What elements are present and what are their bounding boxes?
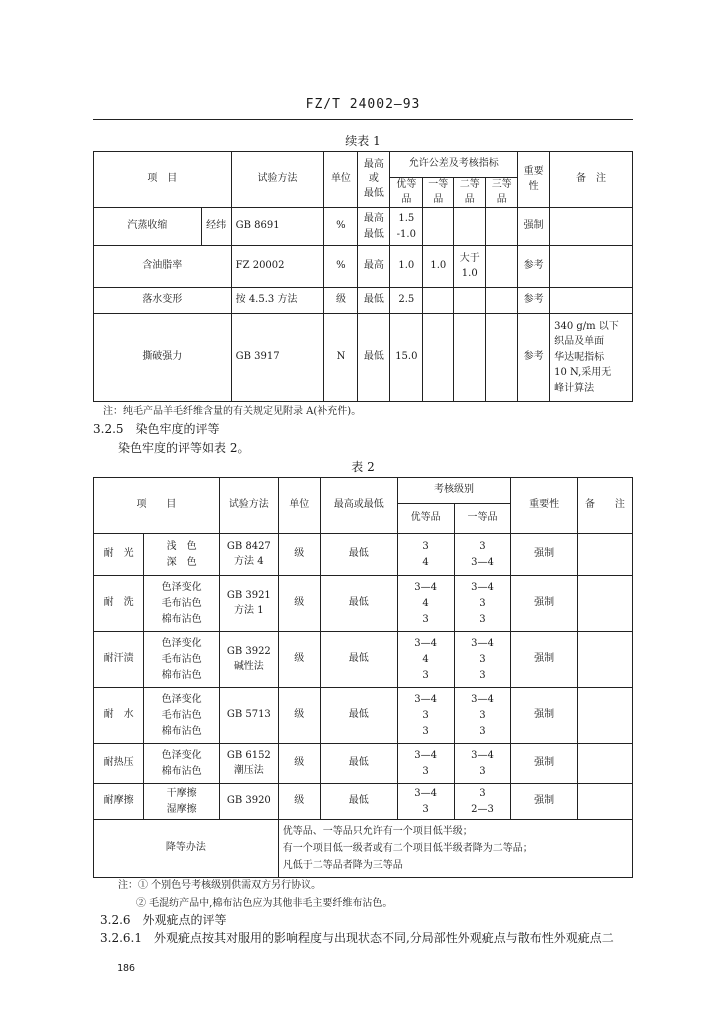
t1-row2-grade4 <box>486 246 518 288</box>
t2-row1-item: 耐 光 <box>94 534 144 576</box>
t2-row1-maxmin: 最低 <box>320 534 397 576</box>
t1-head-grade-4: 三等品 <box>486 178 518 208</box>
t2-head-item: 项 目 <box>94 478 220 534</box>
t1-row4-grade2 <box>423 314 454 402</box>
t2-row3-grade2: 3—4 3 3 <box>454 632 511 688</box>
t1-row1-importance: 强制 <box>518 208 550 246</box>
section-3-2-6-1-text: 3.2.6.1 外观疵点按其对服用的影响程度与出现状态不同,分局部性外观疵点与散布性外观疵点二 <box>100 931 614 945</box>
t1-row2-unit: % <box>324 246 358 288</box>
t2-row5-maxmin: 最低 <box>320 744 397 784</box>
t1-head-grade-1: 优等品 <box>390 178 423 208</box>
t1-row2-importance: 参考 <box>518 246 550 288</box>
t1-row4-item: 撕破强力 <box>94 314 232 402</box>
t2-row6-item: 耐摩擦 <box>94 784 144 820</box>
t2-row2-grade2: 3—4 3 3 <box>454 576 511 632</box>
t2-row5-importance: 强制 <box>511 744 577 784</box>
t2-row1-subs: 浅 色 深 色 <box>144 534 220 576</box>
t1-row4-maxmin: 最低 <box>358 314 390 402</box>
t2-head-remark: 备 注 <box>577 478 632 534</box>
table2-note-2: ② 毛混纺产品中,棉布沾色应为其他非毛主要纤维布沾色。 <box>136 898 393 909</box>
t2-row6-method: GB 3920 <box>219 784 278 820</box>
t1-row1-sub: 经纬 <box>201 208 231 246</box>
table1-note: 注：纯毛产品羊毛纤维含量的有关规定见附录 A(补充件)。 <box>103 406 362 417</box>
t2-row4-importance: 强制 <box>511 688 577 744</box>
t2-row5-method: GB 6152 潮压法 <box>219 744 278 784</box>
t1-row4-grade3 <box>454 314 486 402</box>
t2-row4-remark <box>577 688 632 744</box>
t2-head-grade-2: 一等品 <box>454 504 511 534</box>
t2-row6-grade2: 3 2—3 <box>454 784 511 820</box>
t2-row5-unit: 级 <box>278 744 320 784</box>
t2-row1-remark <box>577 534 632 576</box>
t2-row4-maxmin: 最低 <box>320 688 397 744</box>
t2-head-importance: 重要性 <box>511 478 577 534</box>
t1-head-method: 试验方法 <box>231 152 324 208</box>
t1-row1-grade3 <box>454 208 486 246</box>
t2-row3-method: GB 3922 碱性法 <box>219 632 278 688</box>
t2-row4-unit: 级 <box>278 688 320 744</box>
t2-downgrade-rules: 优等品、一等品只允许有一个项目低半级； 有一个项目低一级者或有二个项目低半级者降为二等品； 凡低于二等品者降为三等品 <box>278 820 632 878</box>
t1-row4-method: GB 3917 <box>231 314 324 402</box>
t1-head-remark: 备 注 <box>550 152 633 208</box>
t2-downgrade-label: 降等办法 <box>94 820 279 878</box>
table1-caption: 续表 1 <box>345 134 381 148</box>
t1-row1-maxmin: 最高 最低 <box>358 208 390 246</box>
t1-row2-item: 含油脂率 <box>94 246 232 288</box>
t2-row5-grade2: 3—4 3 <box>454 744 511 784</box>
t1-row1-remark <box>550 208 633 246</box>
t1-row1-grade1: 1.5 -1.0 <box>390 208 423 246</box>
t1-row1-method: GB 8691 <box>231 208 324 246</box>
t2-row5-item: 耐热压 <box>94 744 144 784</box>
t1-head-unit: 单位 <box>324 152 358 208</box>
t2-row6-importance: 强制 <box>511 784 577 820</box>
t1-row3-grade2 <box>423 288 454 314</box>
section-3-2-5-title: 3.2.5 染色牢度的评等 <box>93 422 220 436</box>
t1-head-item: 项 目 <box>94 152 232 208</box>
t1-row2-grade3: 大于 1.0 <box>454 246 486 288</box>
t2-row2-subs: 色泽变化 毛布沾色 棉布沾色 <box>144 576 220 632</box>
t2-row4-method: GB 5713 <box>219 688 278 744</box>
t2-row6-maxmin: 最低 <box>320 784 397 820</box>
t2-row6-remark <box>577 784 632 820</box>
t1-row3-remark <box>550 288 633 314</box>
t2-row2-item: 耐 洗 <box>94 576 144 632</box>
table-2 <box>93 477 633 878</box>
t2-row2-method: GB 3921 方法 1 <box>219 576 278 632</box>
t2-row4-grade1: 3—4 3 3 <box>397 688 454 744</box>
t2-row5-remark <box>577 744 632 784</box>
t2-row6-unit: 级 <box>278 784 320 820</box>
t2-row4-subs: 色泽变化 毛布沾色 棉布沾色 <box>144 688 220 744</box>
t2-row1-grade2: 3 3—4 <box>454 534 511 576</box>
t2-row1-unit: 级 <box>278 534 320 576</box>
t2-row3-subs: 色泽变化 毛布沾色 棉布沾色 <box>144 632 220 688</box>
t2-row2-unit: 级 <box>278 576 320 632</box>
t2-row4-item: 耐 水 <box>94 688 144 744</box>
t1-head-tolerance: 允许公差及考核指标 <box>390 152 518 178</box>
t2-row2-grade1: 3—4 4 3 <box>397 576 454 632</box>
t1-row3-unit: 级 <box>324 288 358 314</box>
t2-head-grade-1: 优等品 <box>397 504 454 534</box>
t1-row2-grade1: 1.0 <box>390 246 423 288</box>
t1-row4-importance: 参考 <box>518 314 550 402</box>
t1-row4-grade4 <box>486 314 518 402</box>
t2-row4-grade2: 3—4 3 3 <box>454 688 511 744</box>
t2-head-unit: 单位 <box>278 478 320 534</box>
t1-row3-importance: 参考 <box>518 288 550 314</box>
t2-row2-importance: 强制 <box>511 576 577 632</box>
t1-row4-grade1: 15.0 <box>390 314 423 402</box>
t1-row1-grade4 <box>486 208 518 246</box>
t1-row1-grade2 <box>423 208 454 246</box>
t1-head-importance: 重要性 <box>518 152 550 208</box>
t1-row2-maxmin: 最高 <box>358 246 390 288</box>
section-3-2-5-text: 染色牢度的评等如表 2。 <box>118 441 250 455</box>
t2-row1-grade1: 3 4 <box>397 534 454 576</box>
t2-row6-grade1: 3—4 3 <box>397 784 454 820</box>
t1-row4-unit: N <box>324 314 358 402</box>
t2-row3-maxmin: 最低 <box>320 632 397 688</box>
t1-row3-method: 按 4.5.3 方法 <box>231 288 324 314</box>
t2-row5-subs: 色泽变化 棉布沾色 <box>144 744 220 784</box>
t2-row5-grade1: 3—4 3 <box>397 744 454 784</box>
table-1 <box>93 151 633 402</box>
table2-caption: 表 2 <box>351 460 375 474</box>
t1-row2-method: FZ 20002 <box>231 246 324 288</box>
t1-row1-item: 汽蒸收缩 <box>94 208 202 246</box>
t2-row3-item: 耐汗渍 <box>94 632 144 688</box>
page-number: 186 <box>117 963 136 974</box>
t2-head-grade: 考核级别 <box>397 478 511 504</box>
t2-row6-subs: 干摩擦 湿摩擦 <box>144 784 220 820</box>
t2-row2-maxmin: 最低 <box>320 576 397 632</box>
t2-row1-importance: 强制 <box>511 534 577 576</box>
t2-row2-remark <box>577 576 632 632</box>
t1-row3-item: 落水变形 <box>94 288 232 314</box>
t1-row1-unit: % <box>324 208 358 246</box>
header-rule <box>93 119 633 120</box>
t1-row2-grade2: 1.0 <box>423 246 454 288</box>
t2-row3-grade1: 3—4 4 3 <box>397 632 454 688</box>
t1-row2-remark <box>550 246 633 288</box>
t2-row3-remark <box>577 632 632 688</box>
t1-row3-grade1: 2.5 <box>390 288 423 314</box>
table2-note-1: 注：① 个别色号考核级别供需双方另行协议。 <box>118 880 322 891</box>
standard-header: FZ/T 24002—93 <box>305 97 421 112</box>
t2-head-method: 试验方法 <box>219 478 278 534</box>
t2-row3-unit: 级 <box>278 632 320 688</box>
t1-head-grade-2: 一等品 <box>423 178 454 208</box>
t2-row3-importance: 强制 <box>511 632 577 688</box>
t2-head-maxmin: 最高或最低 <box>320 478 397 534</box>
t1-row3-maxmin: 最低 <box>358 288 390 314</box>
t2-row1-method: GB 8427 方法 4 <box>219 534 278 576</box>
t1-head-maxmin: 最高 或 最低 <box>358 152 390 208</box>
t1-row3-grade3 <box>454 288 486 314</box>
section-3-2-6-title: 3.2.6 外观疵点的评等 <box>100 913 227 927</box>
t1-head-grade-3: 二等品 <box>454 178 486 208</box>
t1-row4-remark: 340 g/m 以下 织品及单面 华达呢指标 10 N,采用无 峰计算法 <box>550 314 633 402</box>
t1-row3-grade4 <box>486 288 518 314</box>
